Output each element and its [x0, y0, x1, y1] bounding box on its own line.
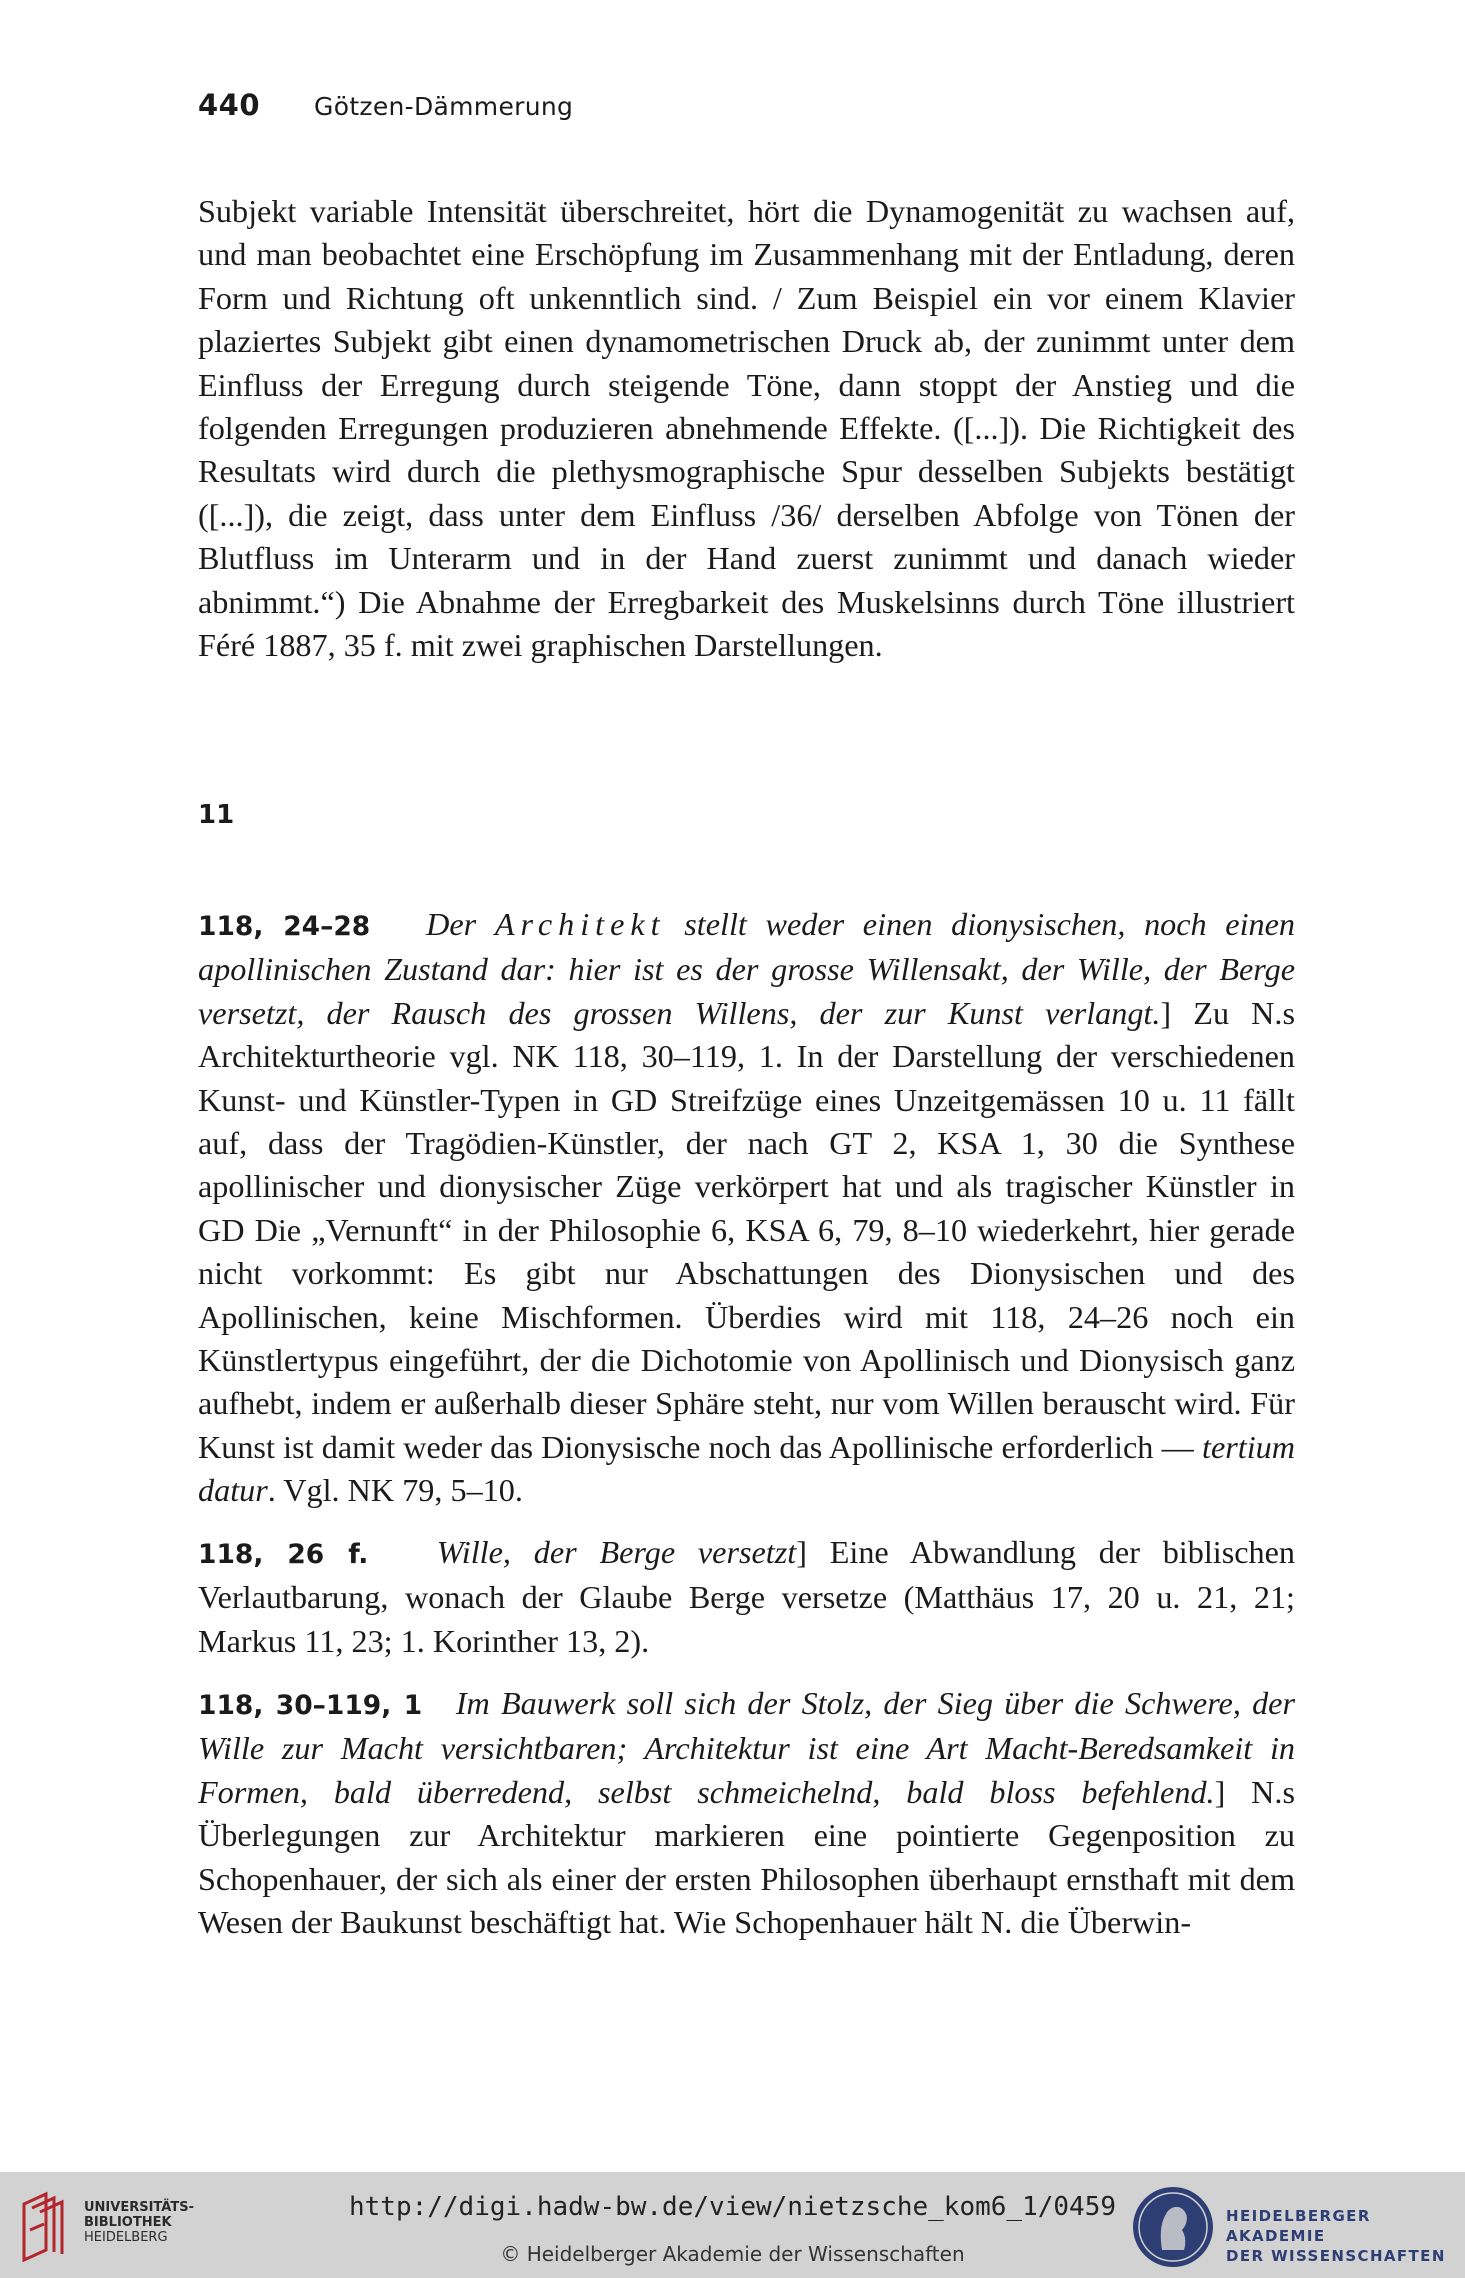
commentary-entry-118-26: [198, 1531, 1295, 1663]
academy-name-line: DER WISSENSCHAFTEN: [1226, 2247, 1446, 2265]
page-number: 440: [198, 88, 261, 122]
entry-body-italic: tertium datur: [198, 1428, 1295, 1509]
commentary-entry-118-24: [198, 903, 1295, 1513]
entry-body: ] Zu N.s Architekturtheorie vgl. NK 118, 30–119, 1. In der Darstellung der verschiedenen Kunst- und Künstler-Typen in GD Streifzüge eines Unzeitgemässen 10 u. 11 fällt auf, dass der Tragödien-Künstler, der nach GT 2, KSA 1, 30 die Synthese apollinischer und dionysischer Züge verkörpert hat und als tragischer Künstler in GD Die „Vernunft“ in der Philosophie 6, KSA 6, 79, 8–10 wiederkehrt, hier gerade nicht vorkommt: Es gibt nur Abschattungen des Dionysischen und des Apollinischen, keine Mischformen. Überdies wird mit 118, 24–26 noch ein Künstlertypus eingeführt, der die Dichotomie von Apollinisch und Dionysisch ganz aufhebt, indem er außerhalb dieser Sphäre steht, nur vom Willen berauscht wird. Für Kunst ist damit weder das Dionysische noch das Apollinische erforderlich —: [198, 994, 1295, 1465]
running-header: [198, 88, 573, 122]
running-title: Götzen-Dämmerung: [314, 92, 574, 121]
digitization-url-link[interactable]: http://digi.hadw-bw.de/view/nietzsche_kom6_1/0459: [348, 2192, 1116, 2222]
paragraph-text: Subjekt variable Intensität überschreitet, hört die Dynamogenität zu wachsen auf, und man beobachtet eine Erschöpfung im Zusammenhang mit der Entladung, deren Form und Richtung oft unkenntlich sind. / Zum Beispiel ein vor einem Klavier plaziertes Subjekt gibt einen dynamometrischen Druck ab, der zunimmt unter dem Einfluss der Erregung durch steigende Töne, dann stoppt der Anstieg und die folgenden Erregungen produzieren abnehmende Effekte. ([...]). Die Richtigkeit des Resultats wird durch die plethysmographische Spur desselben Subjekts bestätigt ([...]), die zeigt, dass unter dem Einfluss /36/ derselben Abfolge von Tönen der Blutfluss im Unterarm und in der Hand zuerst zunimmt und danach wieder abnimmt.“) Die Abnahme der Erregbarkeit des Muskelsinns durch Töne illustriert Féré 1887, 35 f. mit zwei graphischen Darstellungen.: [198, 193, 1295, 664]
entry-lemma: Wille, der Berge versetzt: [436, 1534, 797, 1570]
section-number: 11: [198, 800, 235, 830]
academy-name: [1226, 2206, 1465, 2266]
library-name-line: BIBLIOTHEK: [84, 2215, 172, 2230]
entry-reference: 118, 26 f.: [198, 1539, 369, 1570]
library-name-line: UNIVERSITÄTS-: [84, 2200, 194, 2215]
lemma-part: stellt weder einen dionysischen, noch einen apollinischen Zustand dar: hier ist es der grosse Willensakt, der Wille, der Berge versetzt, der Rausch des grossen Willens, der zur Kunst verlangt.: [198, 906, 1295, 1031]
entry-lemma: Im Bauwerk soll sich der Stolz, der Sieg über die Schwere, der Wille zur Macht versichtbaren; Architektur ist eine Art Macht-Beredsamkeit in Formen, bald überredend, selbst schmeichelnd, bald bloss befehlend.: [198, 1685, 1295, 1810]
entry-reference: 118, 30–119, 1: [198, 1690, 423, 1721]
copyright-notice: © Heidelberger Akademie der Wissenschaften: [500, 2242, 965, 2266]
digitization-footer: [0, 2172, 1465, 2278]
lemma-spaced-word: Architekt: [494, 906, 666, 942]
commentary-entry-118-30: [198, 1682, 1295, 1944]
lemma-part: Der: [426, 906, 495, 942]
entry-reference: 118, 24–28: [198, 911, 371, 942]
library-name-line: HEIDELBERG: [84, 2230, 168, 2245]
entry-body: ] N.s Überlegungen zur Architektur markieren eine pointierte Gegenposition zu Schopenhauer, der sich als einer der ersten Philosophen überhaupt ernsthaft mit dem Wesen der Baukunst beschäftigt hat. Wie Schopenhauer hält N. die Überwin-: [198, 1773, 1295, 1941]
entry-body: ] Eine Abwandlung der biblischen Verlautbarung, wonach der Glaube Berge versetze (Matthäus 17, 20 u. 21, 21; Markus 11, 23; 1. Korinther 13, 2).: [198, 1534, 1296, 1659]
academy-name-line: HEIDELBERGER AKADEMIE: [1226, 2207, 1371, 2245]
entry-body: . Vgl. NK 79, 5–10.: [267, 1472, 523, 1509]
academy-seal-icon: [1130, 2184, 1216, 2270]
continuation-paragraph: [198, 190, 1295, 667]
